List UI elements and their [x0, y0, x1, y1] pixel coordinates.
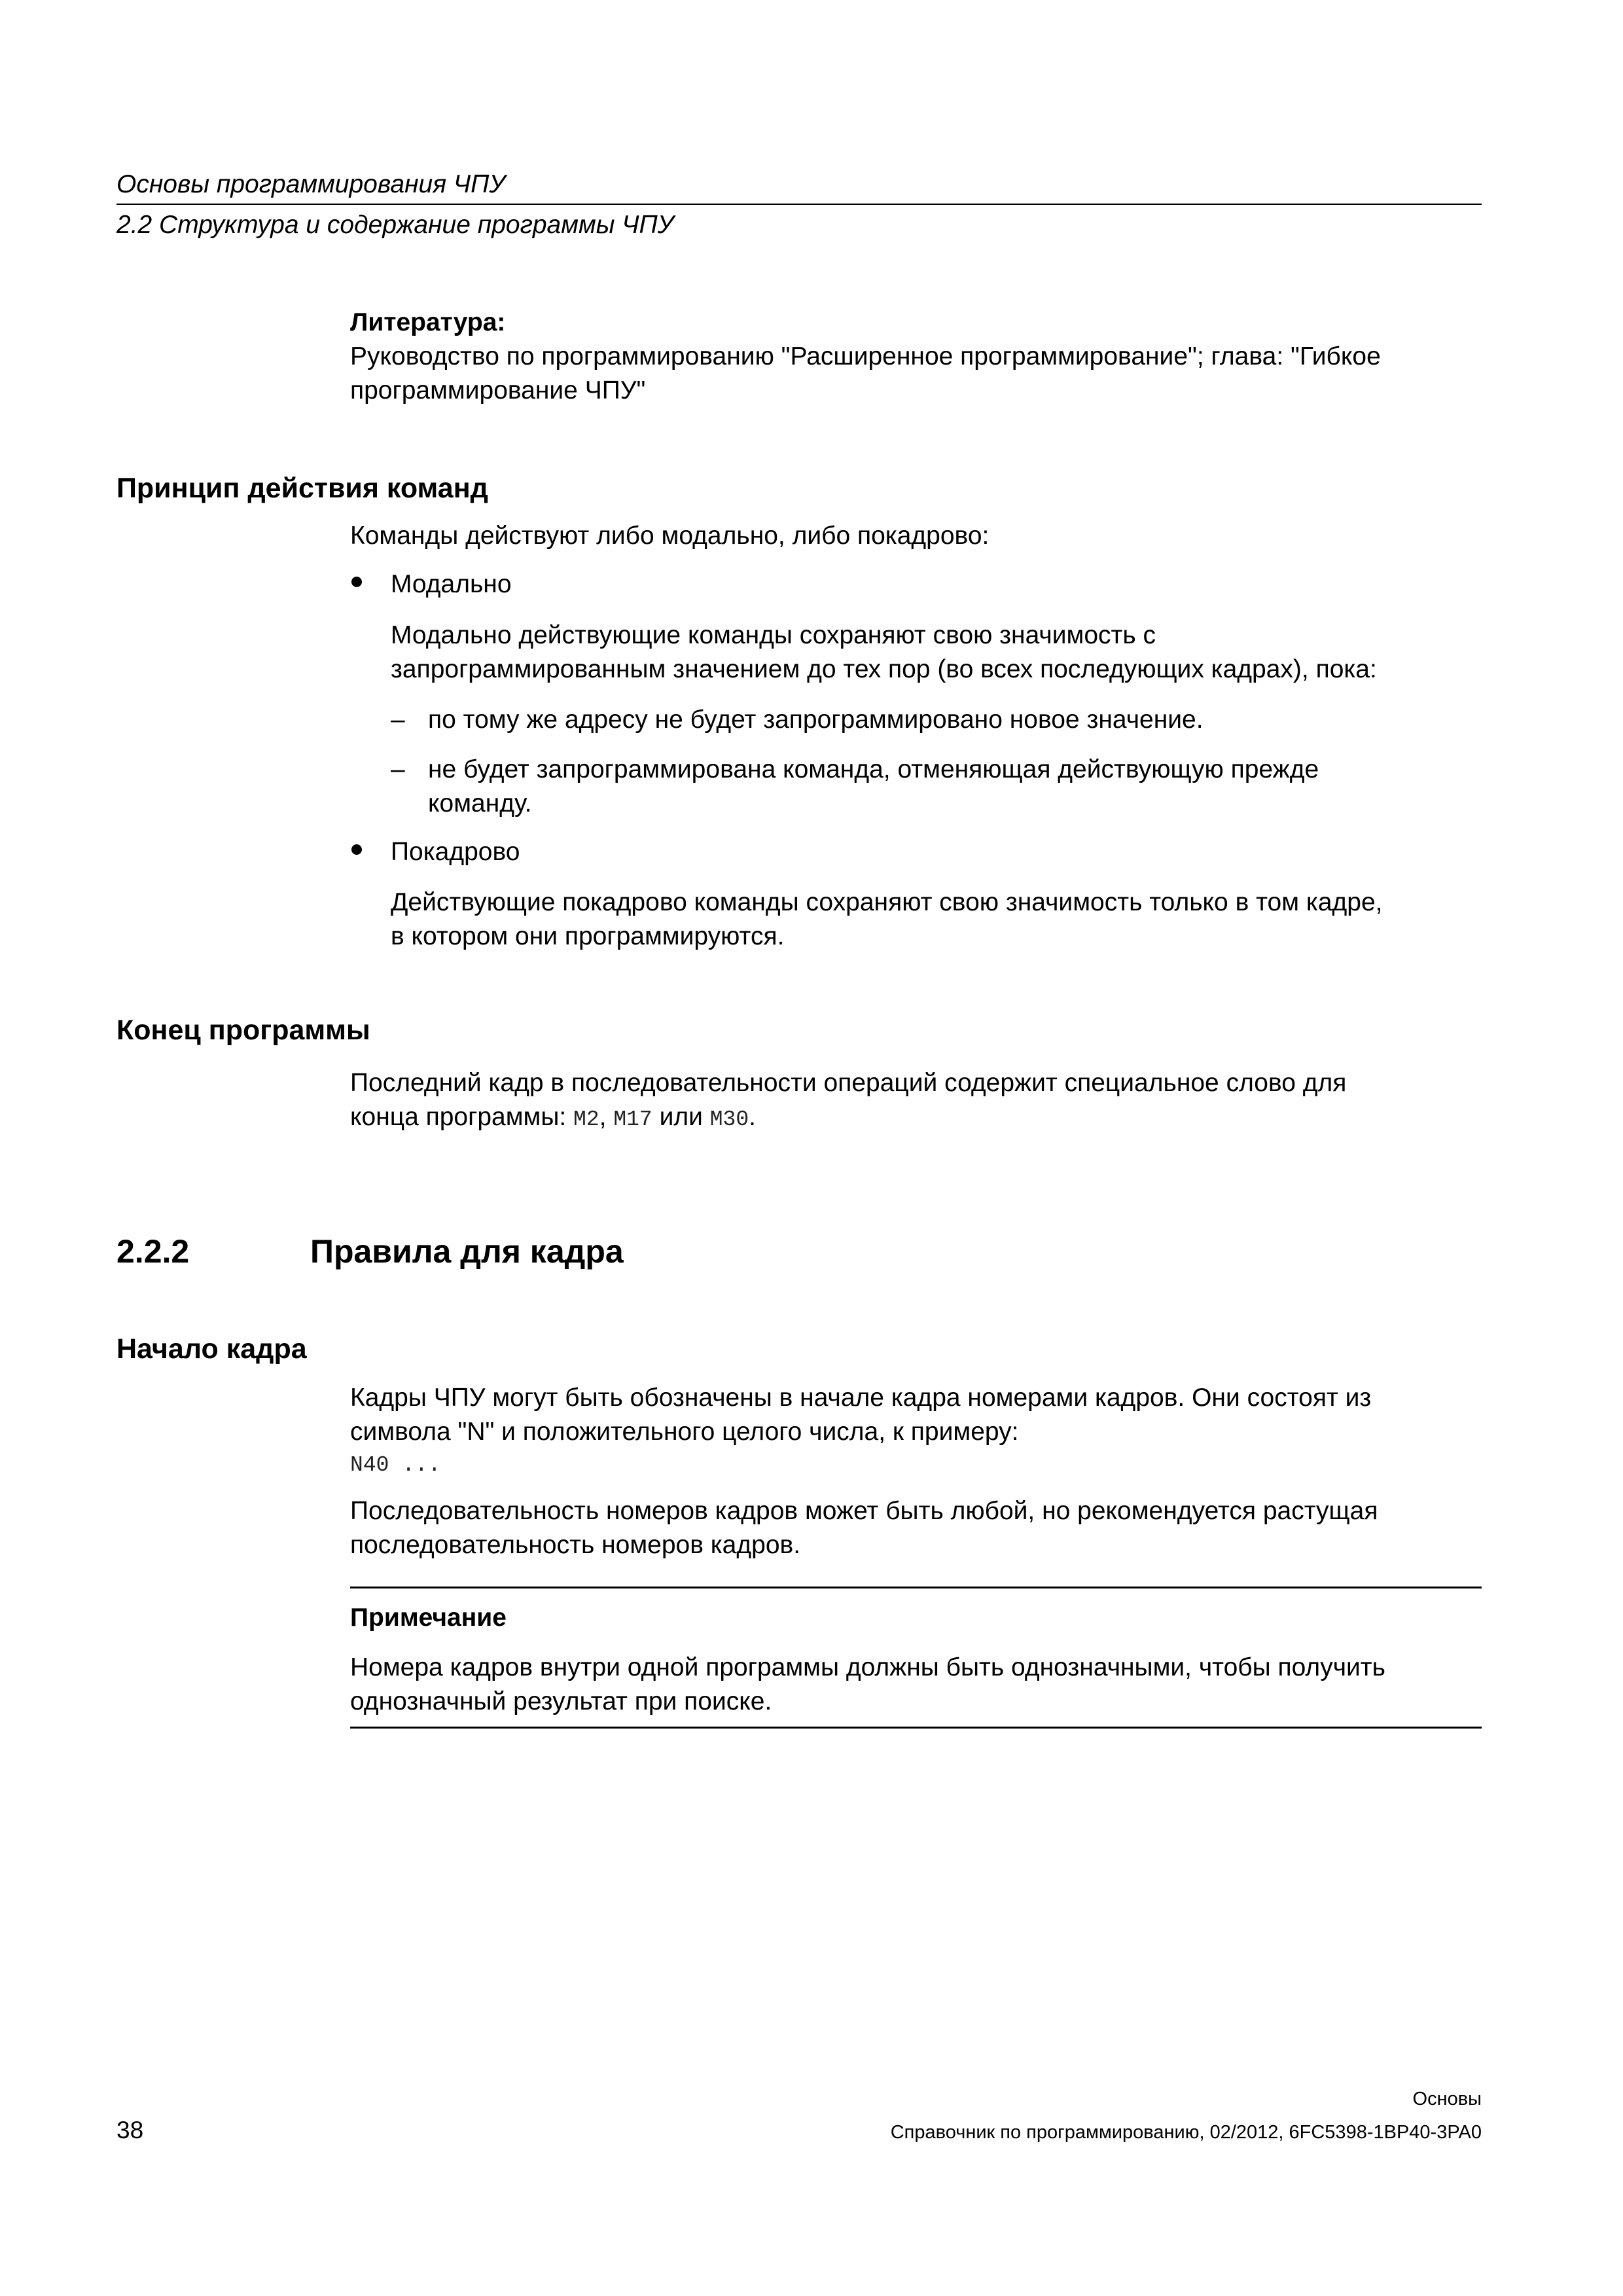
- modal-desc-line2: запрограммированным значением до тех пор (во всех последующих кадрах), пока:: [391, 655, 1377, 683]
- note-title: Примечание: [350, 1604, 507, 1632]
- dash-marker: –: [391, 755, 405, 783]
- section-heading-block-start: Начало кадра: [116, 1333, 307, 1365]
- header-rule: [116, 204, 1482, 205]
- blockwise-label: Покадрово: [391, 838, 520, 866]
- note-text-line1: Номера кадров внутри одной программы должны быть однозначными, чтобы получить: [350, 1653, 1385, 1681]
- period: .: [749, 1103, 756, 1131]
- modal-dash-item-1: по тому же адресу не будет запрограммировано новое значение.: [428, 706, 1204, 734]
- footer-reference: Справочник по программированию, 02/2012, 6FC5398-1BP40-3PA0: [890, 2122, 1482, 2143]
- section-heading-commands: Принцип действия команд: [116, 473, 488, 504]
- running-header-section: 2.2 Структура и содержание программы ЧПУ: [116, 211, 674, 239]
- page-number: 38: [116, 2117, 144, 2144]
- section-title: Правила для кадра: [310, 1233, 624, 1270]
- blockwise-desc-line2: в котором они программируются.: [391, 922, 785, 950]
- modal-dash-item-2-line1: не будет запрограммирована команда, отменяющая действующую прежде: [428, 755, 1319, 783]
- literature-title: Литература:: [350, 308, 506, 336]
- block-start-p2-line2: последовательность номеров кадров.: [350, 1531, 801, 1559]
- blockwise-desc-line1: Действующие покадрово команды сохраняют свою значимость только в том кадре,: [391, 888, 1383, 916]
- program-end-line1: Последний кадр в последовательности операций содержит специальное слово для: [350, 1069, 1347, 1097]
- code-m17: M17: [613, 1107, 652, 1132]
- block-start-p1-line2: символа "N" и положительного целого числа, к примеру:: [350, 1418, 1019, 1446]
- modal-label: Модально: [391, 570, 512, 598]
- code-m30: M30: [709, 1107, 749, 1132]
- program-end-line2: [350, 1100, 756, 1137]
- running-header-chapter: Основы программирования ЧПУ: [116, 170, 506, 198]
- note-bottom-rule: [350, 1727, 1482, 1729]
- modal-dash-item-2-line2: команду.: [428, 789, 532, 817]
- or-word: или: [652, 1103, 710, 1131]
- literature-text-line2: программирование ЧПУ": [350, 376, 646, 404]
- code-example: N40 ...: [350, 1453, 441, 1477]
- separator: ,: [599, 1103, 614, 1131]
- section-number: 2.2.2: [116, 1233, 190, 1270]
- bullet-icon: [351, 577, 362, 587]
- literature-text-line1: Руководство по программированию "Расширенное программирование"; глава: "Гибкое: [350, 342, 1381, 370]
- block-start-p1-line1: Кадры ЧПУ могут быть обозначены в начале кадра номерами кадров. Они состоят из: [350, 1384, 1372, 1412]
- dash-marker: –: [391, 706, 405, 734]
- note-text-line2: однозначный результат при поиске.: [350, 1687, 772, 1715]
- bullet-icon: [351, 844, 362, 855]
- footer-book-title: Основы: [1412, 2089, 1482, 2109]
- code-m2: M2: [573, 1107, 599, 1132]
- block-start-p2-line1: Последовательность номеров кадров может быть любой, но рекомендуется растущая: [350, 1497, 1378, 1525]
- section-heading-program-end: Конец программы: [116, 1014, 370, 1046]
- commands-intro: Команды действуют либо модально, либо покадрово:: [350, 522, 990, 550]
- modal-desc-line1: Модально действующие команды сохраняют свою значимость с: [391, 621, 1156, 649]
- program-end-prefix: конца программы:: [350, 1103, 574, 1131]
- note-top-rule: [350, 1587, 1482, 1588]
